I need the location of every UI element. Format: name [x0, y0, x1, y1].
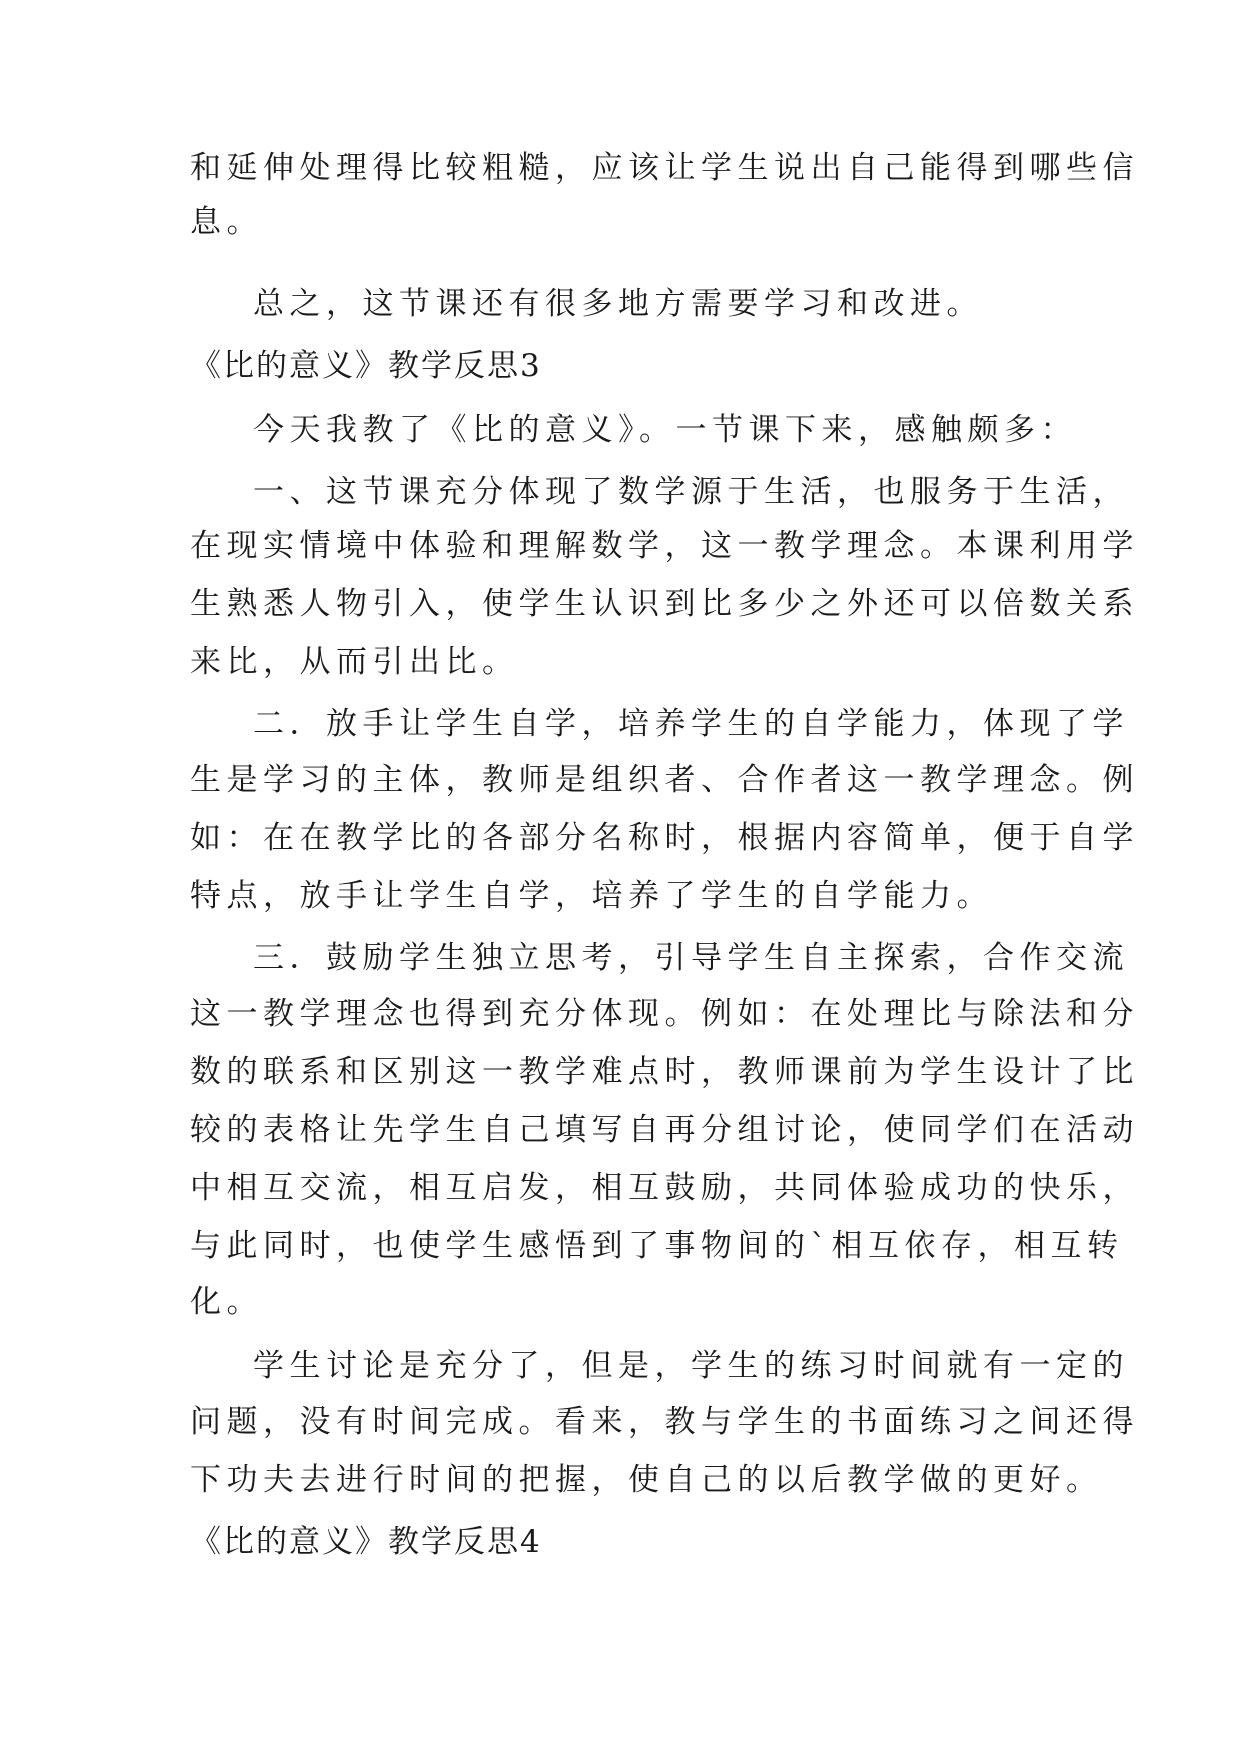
paragraph-line: 较的表格让先学生自己填写自再分组讨论，使同学们在活动 [190, 1112, 1139, 1148]
paragraph-line: 如：在在教学比的各部分名称时，根据内容简单，便于自学 [190, 820, 1139, 856]
paragraph-line: 化。 [190, 1284, 263, 1320]
paragraph-line: 息。 [190, 204, 263, 240]
paragraph-line: 生熟悉人物引入，使学生认识到比多少之外还可以倍数关系 [190, 586, 1139, 622]
paragraph-line: 问题，没有时间完成。看来，教与学生的书面练习之间还得 [190, 1404, 1139, 1440]
paragraph-line: 学生讨论是充分了，但是，学生的练习时间就有一定的 [253, 1348, 1129, 1384]
paragraph-line: 三．鼓励学生独立思考，引导学生自主探索，合作交流 [253, 940, 1129, 976]
paragraph-line: 和延伸处理得比较粗糙，应该让学生说出自己能得到哪些信 [190, 150, 1139, 186]
paragraph-line: 与此同时，也使学生感悟到了事物间的`相互依存，相互转 [190, 1228, 1124, 1264]
paragraph-line: 在现实情境中体验和理解数学，这一教学理念。本课利用学 [190, 528, 1139, 564]
paragraph-line: 今天我教了《比的意义》。一节课下来，感触颇多： [253, 412, 1077, 448]
paragraph-line: 生是学习的主体，教师是组织者、合作者这一教学理念。例 [190, 762, 1139, 798]
paragraph-line: 数的联系和区别这一教学难点时，教师课前为学生设计了比 [190, 1054, 1139, 1090]
paragraph-line: 二．放手让学生自学，培养学生的自学能力，体现了学 [253, 706, 1129, 742]
paragraph-line: 一、这节课充分体现了数学源于生活，也服务于生活， [253, 474, 1129, 510]
paragraph-line: 这一教学理念也得到充分体现。例如：在处理比与除法和分 [190, 996, 1139, 1032]
paragraph-line: 下功夫去进行时间的把握，使自己的以后教学做的更好。 [190, 1462, 1103, 1498]
section-heading: 《比的意义》教学反思4 [190, 1524, 542, 1560]
section-heading: 《比的意义》教学反思3 [190, 348, 542, 384]
paragraph-line: 特点，放手让学生自学，培养了学生的自学能力。 [190, 878, 993, 914]
paragraph-line: 中相互交流，相互启发，相互鼓励，共同体验成功的快乐， [190, 1170, 1139, 1206]
paragraph-line: 总之，这节课还有很多地方需要学习和改进。 [253, 286, 983, 322]
paragraph-line: 来比，从而引出比。 [190, 644, 519, 680]
